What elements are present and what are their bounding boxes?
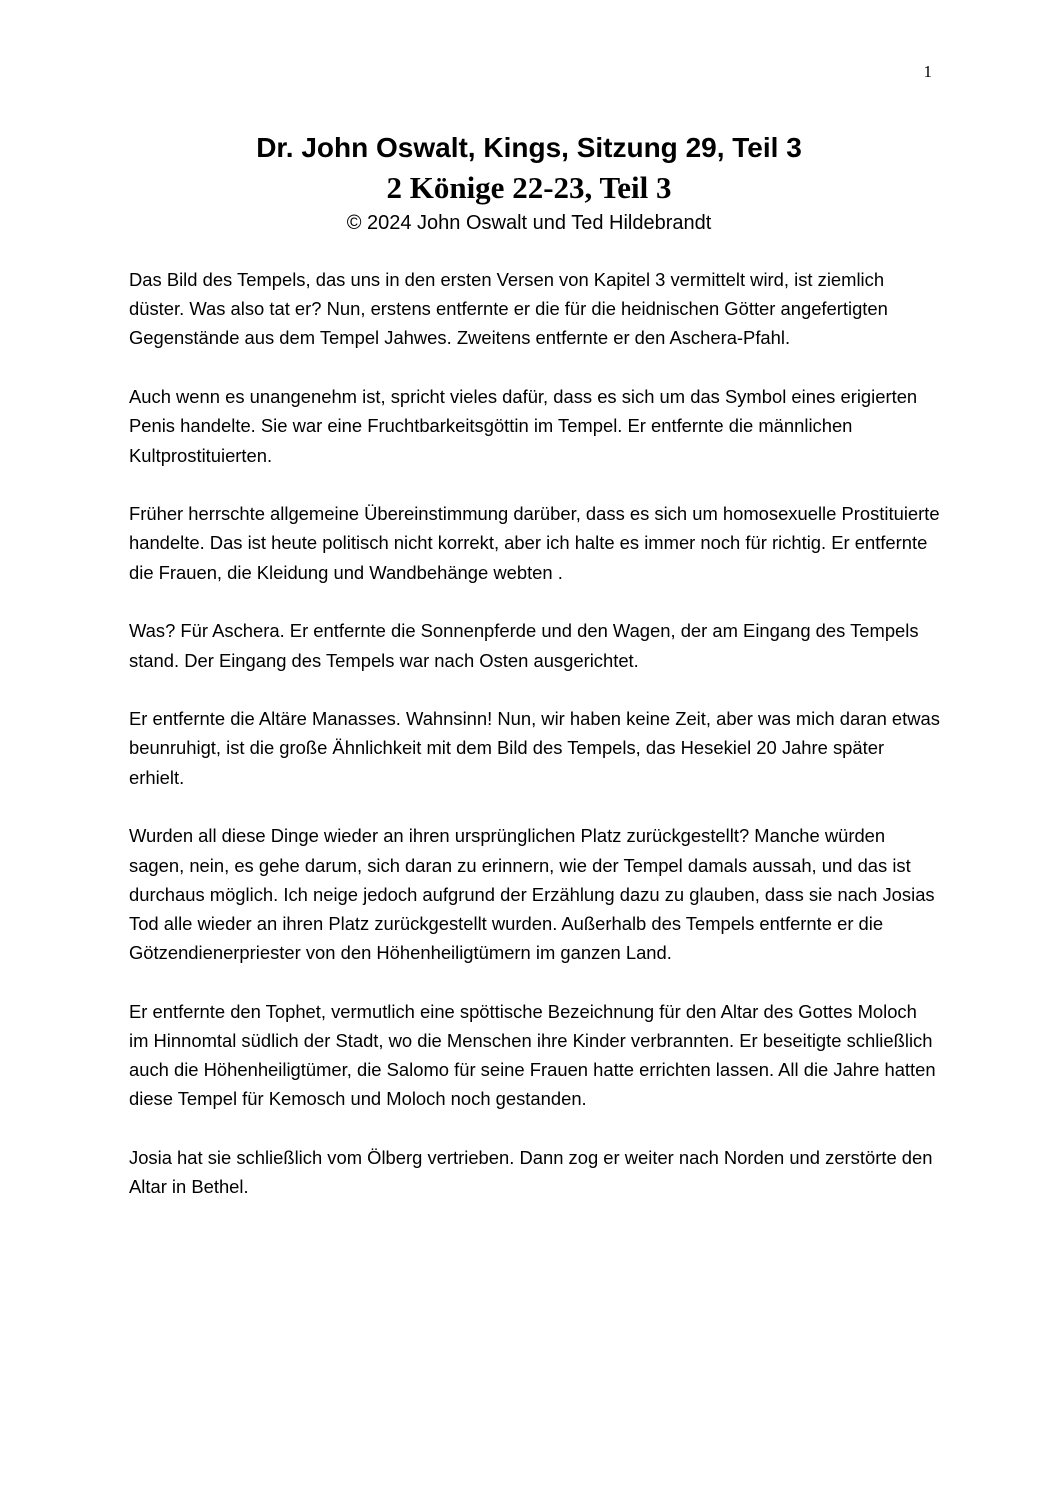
paragraph-5: Er entfernte die Altäre Manasses. Wahnsinn! Nun, wir haben keine Zeit, aber was mich daran etwas beunruhigt, ist die große Ähnlichkeit mit dem Bild des Tempels, das Hesekiel 20 Jahre später erhielt. [129, 708, 940, 788]
document-title: Dr. John Oswalt, Kings, Sitzung 29, Teil 3 [256, 132, 802, 163]
paragraph-4: Was? Für Aschera. Er entfernte die Sonnenpferde und den Wagen, der am Eingang des Tempels stand. Der Eingang des Tempels war nach Osten ausgerichtet. [129, 620, 919, 671]
paragraph-3: Früher herrschte allgemeine Übereinstimmung darüber, dass es sich um homosexuelle Prostituierte handelte. Das ist heute politisch nicht korrekt, aber ich halte es immer noch für richtig. Er entfernte die Frauen, die Kleidung und Wandbehänge webten . [129, 503, 940, 583]
document-subtitle: 2 Könige 22-23, Teil 3 [386, 170, 672, 205]
paragraph-2: Auch wenn es unangenehm ist, spricht vieles dafür, dass es sich um das Symbol eines erigierten Penis handelte. Sie war eine Fruchtbarkeitsgöttin im Tempel. Er entfernte die männlichen Kultprostituierten. [129, 386, 918, 466]
paragraph-7: Er entfernte den Tophet, vermutlich eine spöttische Bezeichnung für den Altar des Gottes Moloch im Hinnomtal südlich der Stadt, wo die Menschen ihre Kinder verbrannten. Er beseitigte schließlich auch die Höhenheiligtümer, die Salomo für seine Frauen hatte errichten lassen. All die Jahre hatten diese Tempel für Kemosch und Moloch noch gestanden. [129, 1000, 936, 1110]
page-number: 1 [923, 62, 932, 81]
document-header [0, 128, 1058, 238]
copyright-line: © 2024 John Oswalt und Ted Hildebrandt [346, 212, 712, 234]
paragraph-8: Josia hat sie schließlich vom Ölberg vertrieben. Dann zog er weiter nach Norden und zerstörte den Altar in Bethel. [129, 1147, 933, 1198]
paragraph-1: Das Bild des Tempels, das uns in den ersten Versen von Kapitel 3 vermittelt wird, ist ziemlich düster. Was also tat er? Nun, erstens entfernte er die für die heidnischen Götter angefertigten Gegenstände aus dem Tempel Jahwes. Zweitens entfernte er den Aschera-Pfahl. [129, 269, 888, 349]
document-body [129, 265, 941, 1231]
paragraph-6: Wurden all diese Dinge wieder an ihren ursprünglichen Platz zurückgestellt? Manche würden sagen, nein, es gehe darum, sich daran zu erinnern, wie der Tempel damals aussah, und das ist durchaus möglich. Ich neige jedoch aufgrund der Erzählung dazu zu glauben, dass sie nach Josias Tod alle wieder an ihren Platz zurückgestellt wurden. Außerhalb des Tempels entfernte er die Götzendienerpriester von den Höhenheiligtümern im ganzen Land. [129, 825, 935, 964]
